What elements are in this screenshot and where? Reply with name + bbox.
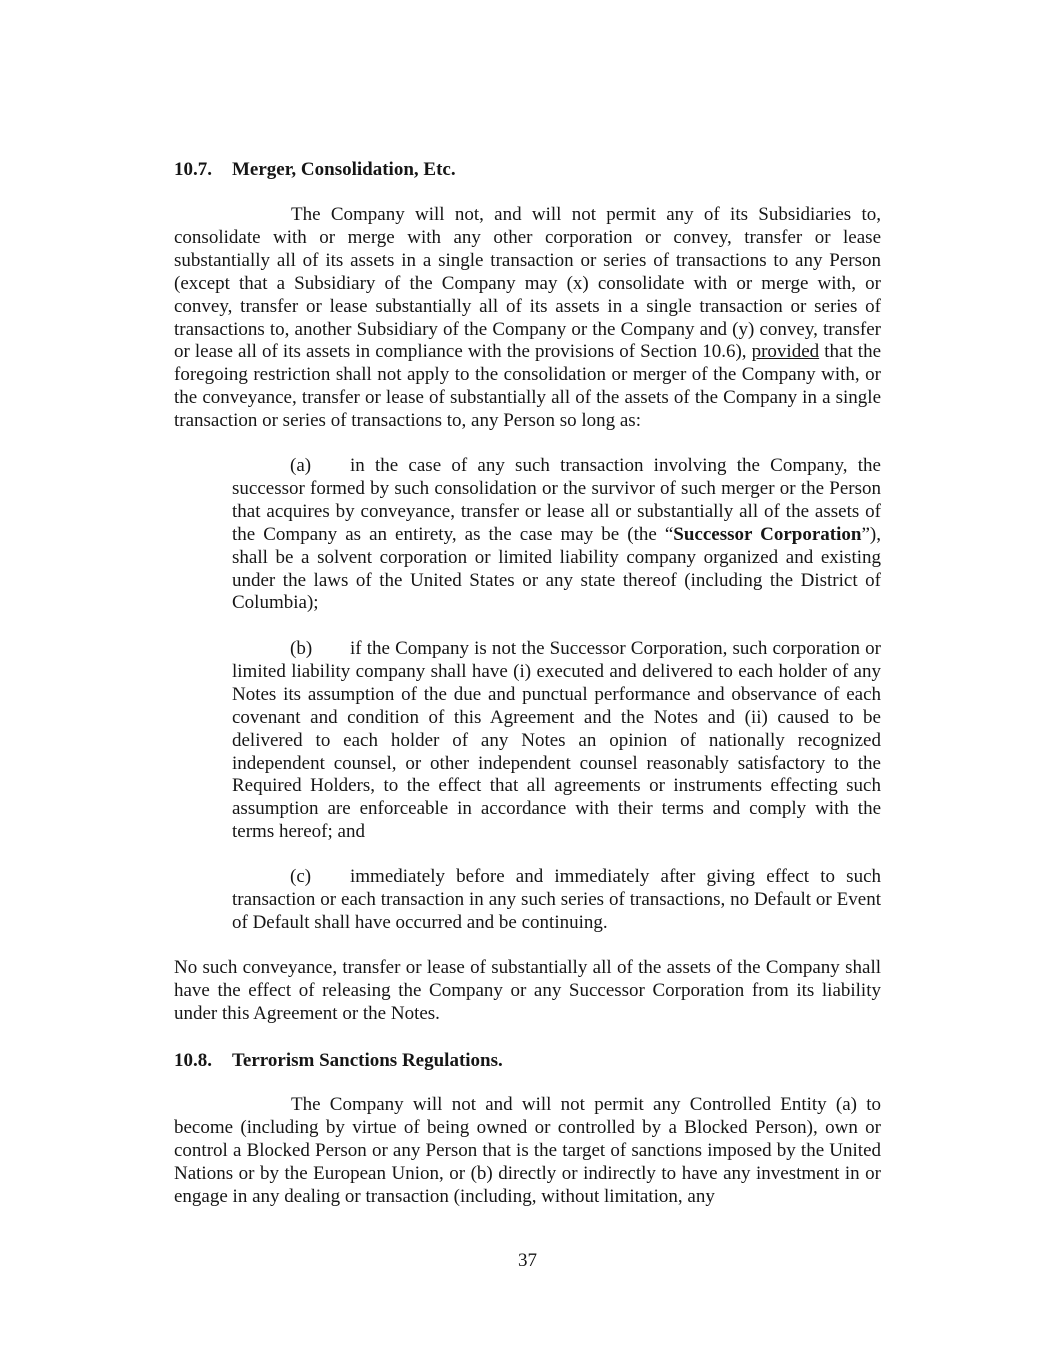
page-number: 37 (518, 1250, 537, 1271)
clause-b-text: if the Company is not the Successor Corporation, such corporation or limited liability company shall have (i) executed and delivered to each holder of any Notes its assumption of the due and punctual performance and observance of each covenant and condition of this Agreement and the Notes and (ii) caused to be delivered to each holder of any Notes an opinion of nationally recognized independent counsel, or other independent counsel reasonably satisfactory to the Required Holders, to the effect that all agreements or instruments effecting such assumption are enforceable in accordance with their terms and comply with the terms hereof; and (232, 638, 881, 843)
intro-text-cont: that the foregoing restriction shall not apply to the consolidation or merger of the Company with, or the conveyance, transfer or lease of substantially all of the assets of the Company in a single transaction or series of transactions to, any Person so long as: (174, 341, 882, 432)
clause-c-label: (c) (290, 866, 312, 887)
clause-a (232, 455, 881, 615)
section-10-7-closing: No such conveyance, transfer or lease of substantially all of the assets of the Company shall have the effect of releasing the Company or any Successor Corporation from its liability under this Agreement or the Notes. (174, 957, 881, 1024)
section-number: 10.7. (174, 159, 212, 180)
clause-b-label: (b) (290, 638, 313, 659)
section-10-7-intro (174, 204, 881, 433)
section-10-8-heading (174, 1049, 503, 1072)
section-title: Merger, Consolidation, Etc. (232, 159, 456, 180)
intro-text: The Company will not, and will not permit any of its Subsidiaries to, consolidate with or merge with any other corporation or convey, transfer or lease substantially all of its assets in a single transaction or series of transactions to any Person (except that a Subsidiary of the Company may (x) consolidate with or merge with, or convey, transfer or lease substantially all of its assets in a single transaction or series of transactions to, another Subsidiary of the Company or the Company and (y) convey, transfer or lease all of its assets in compliance with the provisions of Section 10.6), (174, 204, 881, 363)
clause-c (232, 866, 881, 935)
section-number: 10.8. (174, 1050, 212, 1071)
clause-a-text: in the case of any such transaction involving the Company, the successor formed by such consolidation or the survivor of such merger or the Person that acquires by conveyance, transfer or lease all or substantially all of the assets of the Company as an entirety, as the case may be (the “ (232, 455, 881, 545)
section-10-8-intro: The Company will not and will not permit any Controlled Entity (a) to become (including by virtue of being owned or controlled by a Blocked Person), own or control a Blocked Person or any Person that is the target of sanctions imposed by the United Nations or by the European Union, or (b) directly or indirectly to have any investment in or engage in any dealing or transaction (including, without limitation, any (174, 1094, 881, 1207)
clause-b (232, 638, 881, 844)
section-title: Terrorism Sanctions Regulations. (232, 1050, 503, 1071)
defined-term-successor: Successor Corporation (673, 523, 862, 545)
clause-a-label: (a) (290, 455, 312, 476)
provided-term: provided (751, 341, 820, 363)
clause-a-text-cont: ”), shall be a solvent corporation or limited liability company organized and existing under the laws of the United States or any state thereof (including the District of Columbia); (232, 523, 881, 614)
clause-c-text: immediately before and immediately after giving effect to such transaction or each transaction in any such series of transactions, no Default or Event of Default shall have occurred and be continuing. (232, 866, 881, 933)
section-10-7-heading (174, 158, 456, 181)
